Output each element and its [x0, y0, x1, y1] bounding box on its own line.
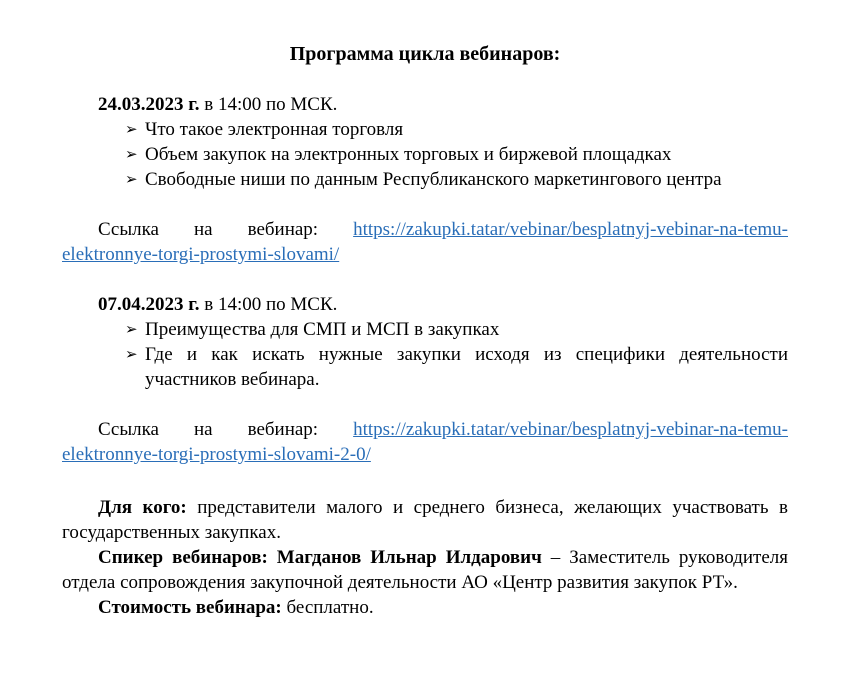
speaker-text: – Заместитель руководителя отдела сопровождения закупочной деятельности АО «Центр развития закупок РТ».	[62, 547, 789, 593]
session-1-date	[62, 92, 788, 117]
topic-text: Что такое электронная торговля	[145, 119, 404, 140]
audience-text: представители малого и среднего бизнеса, желающих участвовать в государственных закупках.	[62, 497, 789, 543]
session-1-date-bold: 24.03.2023 г.	[98, 94, 200, 115]
topic-item	[125, 117, 788, 142]
arrow-bullet-icon: ➢	[125, 120, 138, 138]
session-2-date-bold: 07.04.2023 г.	[98, 294, 200, 315]
topic-text: Свободные ниши по данным Республиканского маркетингового центра	[145, 169, 722, 190]
session-2-link-paragraph	[62, 417, 788, 467]
price-paragraph	[62, 595, 788, 620]
session-1-link-paragraph	[62, 217, 788, 267]
session-2	[62, 292, 788, 467]
topic-item	[125, 167, 788, 192]
session-1	[62, 92, 788, 267]
about-section	[62, 495, 788, 620]
topic-item	[125, 142, 788, 167]
webinar-link-2[interactable]: https://zakupki.tatar/vebinar/besplatnyj-vebinar-na-temu-elektronnye-torgi-prostymi-slovami-2-0/	[62, 419, 788, 465]
arrow-bullet-icon: ➢	[125, 145, 138, 163]
speaker-label: Спикер вебинаров: Магданов Ильнар Илдарович	[98, 547, 542, 568]
speaker-paragraph	[62, 545, 788, 595]
audience-paragraph	[62, 495, 788, 545]
session-1-topics	[62, 117, 788, 192]
webinar-link-1[interactable]: https://zakupki.tatar/vebinar/besplatnyj-vebinar-na-temu-elektronnye-torgi-prostymi-slovami/	[62, 219, 788, 265]
session-2-topics	[62, 317, 788, 392]
session-2-date-rest: в 14:00 по МСК.	[204, 294, 338, 315]
session-1-date-rest: в 14:00 по МСК.	[204, 94, 338, 115]
audience-label: Для кого:	[98, 497, 187, 518]
topic-text: Где и как искать нужные закупки исходя из специфики деятельности участников вебинара.	[145, 344, 788, 390]
price-text: бесплатно.	[286, 597, 374, 618]
topic-text: Преимущества для СМП и МСП в закупках	[145, 319, 500, 340]
session-2-date	[62, 292, 788, 317]
arrow-bullet-icon: ➢	[125, 345, 138, 363]
link-label: Ссылка на вебинар:	[98, 219, 319, 240]
topic-text: Объем закупок на электронных торговых и биржевой площадках	[145, 144, 672, 165]
page-title: Программа цикла вебинаров:	[289, 43, 561, 65]
arrow-bullet-icon: ➢	[125, 320, 138, 338]
arrow-bullet-icon: ➢	[125, 170, 138, 188]
topic-item	[125, 342, 788, 392]
price-label: Стоимость вебинара:	[98, 597, 282, 618]
link-label: Ссылка на вебинар:	[98, 419, 319, 440]
topic-item	[125, 317, 788, 342]
